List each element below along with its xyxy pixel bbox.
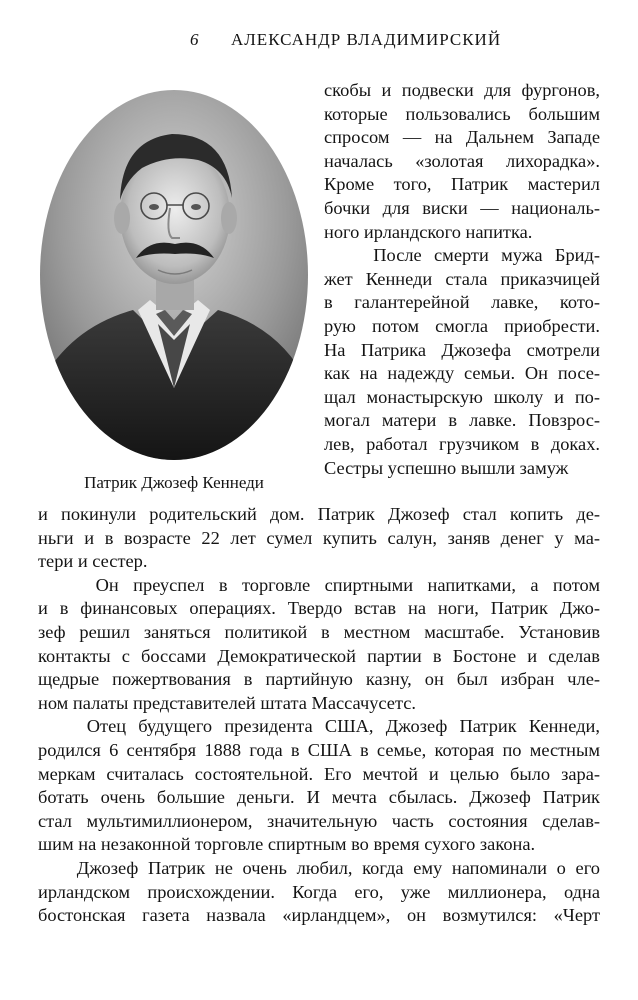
text-line: которые пользовались большим [324,103,600,124]
text-line: щедрые пожертвования в партийную казну, он был избран чле- [38,669,600,690]
text-line: Джозеф Патрик не очень любил, когда ему напоминали о его [38,857,600,878]
text-line: и покинули родительский дом. Патрик Джозеф стал копить де- [38,504,600,524]
text-line: жет Кеннеди стала приказчицей [324,268,600,289]
text-line: ньги и в возрасте 22 лет сумел купить салун, заняв денег у ма- [38,527,600,548]
text-line: На Патрика Джозефа смотрели [324,339,600,360]
page-number: 6 [190,30,200,49]
text-line: Кроме того, Патрик мастерил [324,174,600,195]
text-line: лев, работал грузчиком в доках. [324,433,600,454]
text-line: бочки для виски — националь- [324,197,600,218]
text-line: скобы и подвески для фургонов, [324,80,600,100]
text-line: началась «золотая лихорадка». [324,150,600,171]
text-line: Отец будущего президента США, Джозеф Патрик Кеннеди, [38,716,600,737]
text-line: Он преуспел в торговле спиртными напитками, а потом [38,574,600,595]
text-line: рую потом смогла приобрести. [324,315,600,336]
text-line: щал монастырскую школу и по- [324,386,600,407]
text-line: спросом — на Дальнем Западе [324,127,600,148]
text-line: зеф решил заняться политикой в местном масштабе. Установив [38,621,600,642]
text-line: После смерти мужа Брид- [324,245,600,266]
text-line: как на надежду семьи. Он посе- [324,363,600,384]
text-line: ного ирландского напитка. [324,221,533,242]
text-column-right [324,79,600,480]
text-line: могал матери в лавке. Повзрос- [324,410,600,431]
text-line: стал мультимиллионером, значительную часть состояния сделав- [38,810,600,831]
page-header [0,30,638,56]
portrait-photo [38,88,310,462]
text-line: меркам считалась состоятельной. Его мечтой и целью было зара- [38,763,600,784]
text-line: ном палаты представителей штата Массачусетс. [38,692,416,713]
text-line: ирландском происхождении. Когда его, уже миллионера, одна [38,881,600,902]
text-line: бостонская газета назвала «ирландцем», он возмутился: «Черт [38,905,600,926]
text-line: Сестры успешно вышли замуж [324,457,569,478]
text-line: шим на незаконной торговле спиртным во время сухого закона. [38,834,536,855]
text-line: ботать очень большие деньги. И мечта сбылась. Джозеф Патрик [38,787,600,808]
text-line: контакты с боссами Демократической партии в Бостоне и сделав [38,645,600,666]
text-line: и в финансовых операциях. Твердо встав на ноги, Патрик Джо- [38,598,600,619]
text-line: тери и сестер. [38,551,148,572]
text-line: родился 6 сентября 1888 года в США в семье, которая по местным [38,739,600,760]
running-head: АЛЕКСАНДР ВЛАДИМИРСКИЙ [231,30,502,49]
text-line: в галантерейной лавке, кото- [324,292,600,313]
photo-caption: Патрик Джозеф Кеннеди [84,473,264,492]
text-full-width [38,503,600,928]
